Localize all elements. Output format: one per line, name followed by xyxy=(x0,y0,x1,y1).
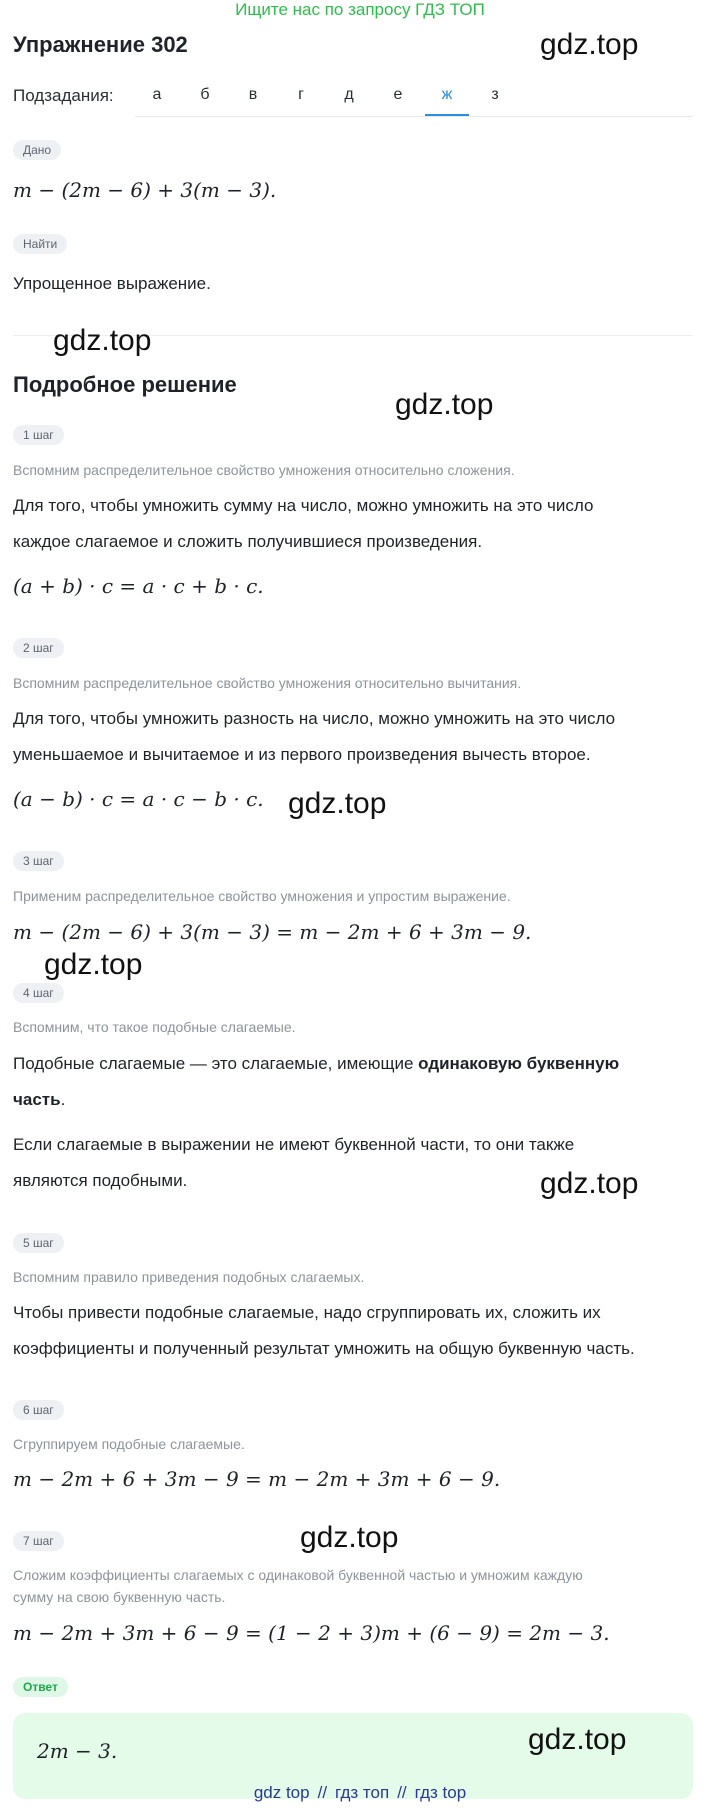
step-pill: 2 шаг xyxy=(13,638,64,658)
subtasks-tabs xyxy=(135,78,693,117)
watermark: gdz.top xyxy=(540,28,639,61)
step-text xyxy=(13,1046,619,1082)
step-text-bold: часть xyxy=(13,1090,61,1109)
tab-g[interactable]: г xyxy=(298,86,304,103)
solution-heading: Подробное решение xyxy=(13,372,237,397)
tab-a[interactable]: а xyxy=(152,86,162,103)
tab-b[interactable]: б xyxy=(200,86,210,103)
watermark: gdz.top xyxy=(528,1723,627,1756)
tab-z[interactable]: з xyxy=(491,86,499,103)
step-formula: m − (2m − 6) + 3(m − 3) = m − 2m + 6 + 3m − 9. xyxy=(13,920,532,944)
promo-banner: Ищите нас по запросу ГДЗ ТОП xyxy=(235,0,485,19)
tab-e[interactable]: е xyxy=(393,86,403,103)
footer-separator: // xyxy=(317,1783,328,1802)
given-pill: Дано xyxy=(13,140,61,160)
step-text-regular: . xyxy=(60,1090,66,1109)
step-pill: 5 шаг xyxy=(13,1233,64,1253)
step-hint: Сложим коэффициенты слагаемых с одинаковой буквенной частью и умножим каждую xyxy=(13,1567,583,1583)
answer-pill: Ответ xyxy=(13,1677,68,1697)
footer-link[interactable]: gdz top xyxy=(253,1783,310,1802)
find-text: Упрощенное выражение. xyxy=(13,274,211,293)
step-hint: Вспомним распределительное свойство умножения относительно сложения. xyxy=(13,462,515,478)
find-pill: Найти xyxy=(13,234,67,254)
step-formula: (a − b) · c = a · c − b · c. xyxy=(13,787,264,811)
step-formula: m − 2m + 3m + 6 − 9 = (1 − 2 + 3)m + (6 − 9) = 2m − 3. xyxy=(13,1621,610,1645)
active-tab-indicator xyxy=(425,114,469,116)
footer-link[interactable]: гдз топ xyxy=(335,1783,390,1802)
step-pill: 3 шаг xyxy=(13,851,64,871)
step-hint: Вспомним правило приведения подобных слагаемых. xyxy=(13,1269,365,1285)
tab-zh-active[interactable]: ж xyxy=(441,86,453,103)
step-pill: 6 шаг xyxy=(13,1400,64,1420)
subtasks-label: Подзадания: xyxy=(13,86,114,105)
step-formula: (a + b) · c = a · c + b · c. xyxy=(13,574,264,598)
given-expression: m − (2m − 6) + 3(m − 3). xyxy=(13,178,277,202)
step-text-bold: одинаковую буквенную xyxy=(418,1054,620,1073)
step-pill: 4 шаг xyxy=(13,983,64,1003)
footer-link[interactable]: гдз top xyxy=(414,1783,467,1802)
step-hint: Применим распределительное свойство умножения и упростим выражение. xyxy=(13,888,511,904)
tab-d[interactable]: д xyxy=(344,86,354,103)
step-hint: Вспомним, что такое подобные слагаемые. xyxy=(13,1019,296,1035)
step-hint: сумму на свою буквенную часть. xyxy=(13,1589,226,1605)
step-text: Чтобы привести подобные слагаемые, надо сгруппировать их, сложить их xyxy=(13,1303,601,1322)
step-pill: 7 шаг xyxy=(13,1531,64,1551)
watermark: gdz.top xyxy=(44,948,143,981)
page-title: Упражнение 302 xyxy=(13,32,188,57)
step-text-regular: Подобные слагаемые — это слагаемые, имеющие xyxy=(13,1054,419,1073)
watermark: gdz.top xyxy=(53,324,152,357)
footer-separator: // xyxy=(397,1783,407,1802)
watermark: gdz.top xyxy=(540,1167,639,1200)
step-text: Если слагаемые в выражении не имеют буквенной части, то они также xyxy=(13,1135,575,1154)
step-text: уменьшаемое и вычитаемое и из первого произведения вычесть второе. xyxy=(13,745,591,764)
step-text: каждое слагаемое и сложить получившиеся произведения. xyxy=(13,532,483,551)
watermark: gdz.top xyxy=(288,787,387,820)
step-hint: Вспомним распределительное свойство умножения относительно вычитания. xyxy=(13,675,522,691)
step-text: Для того, чтобы умножить сумму на число, можно умножить на это число xyxy=(13,496,594,515)
step-text: Для того, чтобы умножить разность на число, можно умножить на это число xyxy=(13,709,616,728)
step-formula: m − 2m + 6 + 3m − 9 = m − 2m + 3m + 6 − 9. xyxy=(13,1467,501,1491)
footer-links xyxy=(0,1783,720,1803)
step-hint: Сгруппируем подобные слагаемые. xyxy=(13,1436,245,1452)
step-pill: 1 шаг xyxy=(13,425,64,445)
step-text xyxy=(13,1082,65,1118)
step-text: коэффициенты и полученный результат умножить на общую буквенную часть. xyxy=(13,1339,635,1358)
tab-v[interactable]: в xyxy=(248,86,258,103)
watermark: gdz.top xyxy=(300,1521,399,1554)
watermark: gdz.top xyxy=(395,388,494,421)
step-text: являются подобными. xyxy=(13,1171,188,1190)
answer-value: 2m − 3. xyxy=(37,1739,118,1763)
